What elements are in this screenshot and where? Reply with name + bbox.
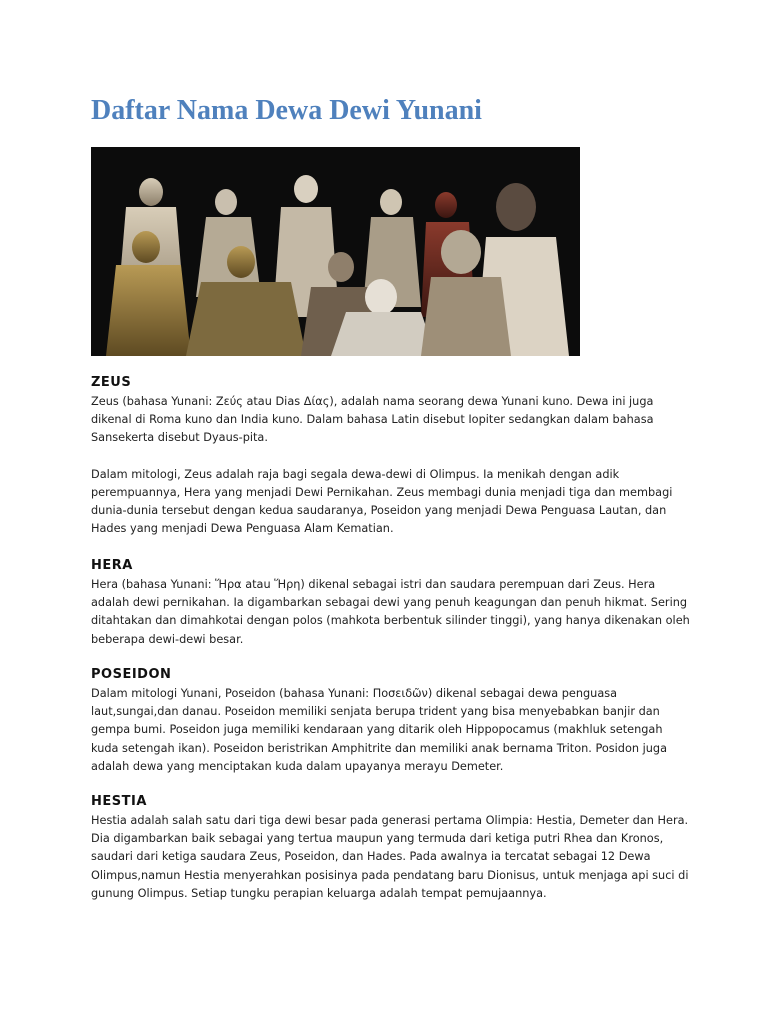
section-poseidon [91, 667, 691, 776]
section-heading: POSEIDON [91, 667, 172, 682]
paragraph: Dalam mitologi Yunani, Poseidon (bahasa Yunani: Ποσειδῶν) dikenal sebagai dewa penguasa laut,sungai,dan danau. Poseidon memiliki senjata berupa trident yang bisa menyebabkan banjir dan gempa bumi. Poseidon juga memiliki kendaraan yang ditarik oleh Hippopocamus (makhluk setengah kuda setengah ikan). Poseidon beristrikan Amphitrite dan memiliki anak bernama Triton. Posidon juga adalah dewa yang menciptakan kuda dalam upayanya merayu Demeter. [91, 687, 668, 773]
section-heading: HERA [91, 558, 133, 573]
statues-illustration [91, 147, 580, 356]
section-heading: ZEUS [91, 375, 132, 390]
section-hestia [91, 794, 691, 903]
paragraph: Hestia adalah salah satu dari tiga dewi besar pada generasi pertama Olimpia: Hestia, Demeter dan Hera. Dia digambarkan baik sebagai yang tertua maupun yang termuda dari ketiga putri Rhea dan Kronos, saudari dari ketiga saudara Zeus, Poseidon, dan Hades. Pada awalnya ia tercatat sebagai 12 Dewa Olimpus,namun Hestia menyerahkan posisinya pada pendatang baru Dionisus, untuk menjaga api suci di gunung Olimpus. Setiap tungku perapian keluarga adalah tempat pemujaannya. [91, 814, 689, 900]
greek-gods-statues-image [91, 147, 580, 356]
paragraph: Dalam mitologi, Zeus adalah raja bagi segala dewa-dewi di Olimpus. Ia menikah dengan adik perempuannya, Hera yang menjadi Dewi Pernikahan. Zeus membagi dunia menjadi tiga dan membagi dunia-dunia tersebut dengan kedua saudaranya, Poseidon yang menjadi Dewa Penguasa Lautan, dan Hades yang menjadi Dewa Penguasa Alam Kematian. [91, 467, 673, 536]
section-hera [91, 558, 691, 649]
paragraph: Zeus (bahasa Yunani: Ζεύς atau Dias Δίας), adalah nama seorang dewa Yunani kuno. Dewa ini juga dikenal di Roma kuno dan India kuno. Dalam bahasa Latin disebut Iopiter sedangkan dalam bahasa Sansekerta disebut Dyaus-pita. [91, 395, 654, 445]
paragraph: Hera (bahasa Yunani: Ἥρα atau Ἥρη) dikenal sebagai istri dan saudara perempuan dari Zeus. Hera adalah dewi pernikahan. Ia digambarkan sebagai dewi yang penuh keagungan dan penuh hikmat. Sering ditahtakan dan dimahkotai dengan polos (mahkota berbentuk silinder tinggi), yang hanya dikenakan oleh beberapa dewi-dewi besar. [91, 578, 690, 646]
section-zeus [91, 375, 691, 538]
section-heading: HESTIA [91, 794, 147, 809]
document-title: Daftar Nama Dewa Dewi Yunani [91, 95, 482, 126]
